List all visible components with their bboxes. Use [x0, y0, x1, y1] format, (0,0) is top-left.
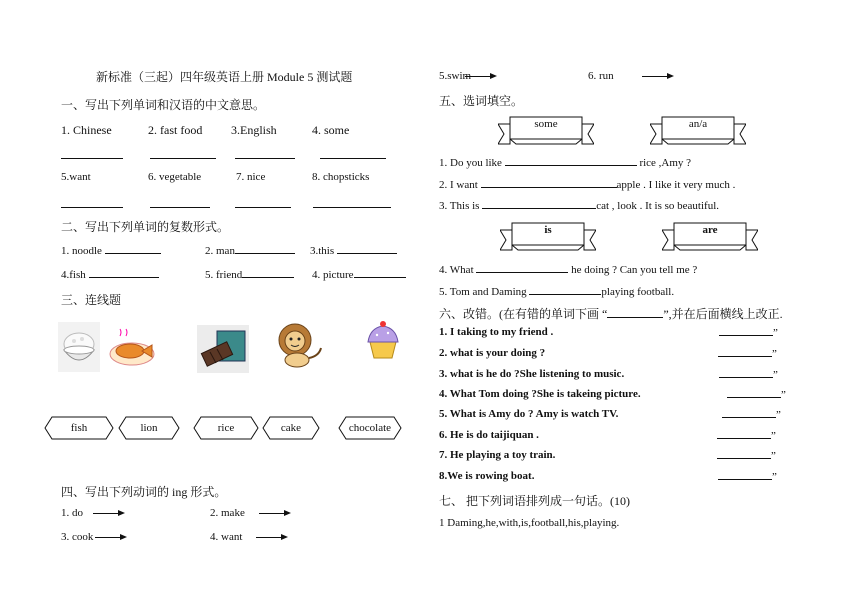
arrow-icon: [259, 509, 291, 517]
s2-word: 4. picture: [312, 269, 354, 281]
s1-word-7: 7. nice: [236, 171, 266, 183]
s4-verb: 1. do: [61, 507, 83, 519]
answer-blank[interactable]: [727, 387, 781, 398]
close-quote: ”: [771, 450, 776, 462]
s6-item-1: 1. I taking to my friend .: [439, 326, 554, 338]
s2-item-4: [61, 267, 159, 281]
s4-verb: 4. want: [210, 531, 243, 543]
s2-item-3: [310, 243, 397, 257]
match-word-label: rice: [217, 422, 235, 434]
s6-answer-8: [718, 469, 777, 483]
s1-word-5: 5.want: [61, 171, 91, 183]
arrow-icon: [95, 533, 127, 541]
answer-blank[interactable]: [718, 469, 772, 480]
lion-cartoon-icon: [275, 322, 325, 368]
section-3-heading: 三、连线题: [61, 293, 122, 307]
section-5-heading: 五、选词填空。: [439, 94, 524, 108]
close-quote: ”: [772, 348, 777, 360]
s2-word: 5. friend: [205, 269, 243, 281]
word-box-an-a: [650, 114, 746, 146]
match-word-rice[interactable]: [193, 416, 259, 440]
close-quote: ”: [773, 369, 778, 381]
s2-item-2: [205, 243, 295, 257]
s6-answer-2: [718, 346, 777, 360]
s1-blank-4[interactable]: [320, 148, 386, 159]
s1-word-6: 6. vegetable: [148, 171, 202, 183]
s2-blank[interactable]: [337, 243, 397, 254]
section-2-heading: 二、写出下列单词的复数形式。: [61, 220, 230, 234]
chocolate-box-icon: [197, 325, 249, 373]
s1-word-2: 2. fast food: [148, 123, 203, 137]
s2-blank[interactable]: [235, 243, 295, 254]
close-quote: ”: [776, 409, 781, 421]
match-word-chocolate[interactable]: [338, 416, 402, 440]
s4-item-5: [439, 70, 497, 82]
s2-item-5: [205, 267, 294, 281]
s1-blank-2[interactable]: [150, 148, 216, 159]
close-quote: ”: [781, 389, 786, 401]
s6-item-8: 8.We is rowing boat.: [439, 470, 535, 482]
s1-blank-6[interactable]: [150, 197, 210, 208]
section-4-heading: 四、写出下列动词的 ing 形式。: [61, 485, 227, 499]
s4-item-4: [210, 531, 288, 543]
arrow-icon: [93, 509, 125, 517]
s2-blank[interactable]: [105, 243, 161, 254]
word-box-label: are: [702, 224, 718, 236]
sentence-end: playing football.: [601, 286, 675, 298]
match-word-label: chocolate: [348, 422, 392, 434]
answer-blank[interactable]: [718, 346, 772, 357]
fill-blank[interactable]: [482, 198, 596, 209]
s4-item-1: [61, 507, 125, 519]
s6-item-6: 6. He is do taijiquan .: [439, 429, 539, 441]
close-quote: ”: [772, 471, 777, 483]
match-word-label: cake: [280, 422, 302, 434]
word-box-label: some: [534, 118, 558, 130]
heading-underline: [607, 307, 663, 318]
section-7-heading: 七、 把下列词语排列成一句话。(10): [439, 494, 630, 508]
sentence-end: he doing ? Can you tell me ?: [568, 264, 698, 276]
s1-blank-8[interactable]: [313, 197, 391, 208]
answer-blank[interactable]: [719, 325, 773, 336]
answer-blank[interactable]: [717, 428, 771, 439]
fill-blank[interactable]: [529, 284, 601, 295]
fill-blank[interactable]: [505, 155, 637, 166]
s7-item-1: 1 Daming,he,with,is,football,his,playing.: [439, 517, 620, 529]
s5-sentence-5: [439, 284, 674, 298]
answer-blank[interactable]: [722, 407, 776, 418]
match-word-label: fish: [70, 422, 88, 434]
s5-sentence-2: [439, 177, 735, 191]
close-quote: ”: [771, 430, 776, 442]
s6-answer-1: [719, 325, 778, 339]
fried-fish-plate-icon: [108, 328, 156, 368]
sentence-end: apple . I like it very much .: [616, 179, 736, 191]
s2-word: 2. man: [205, 245, 235, 257]
s4-verb: 2. make: [210, 507, 245, 519]
arrow-icon: [642, 72, 674, 80]
match-word-label: lion: [140, 422, 158, 434]
s5-sentence-3: [439, 198, 719, 212]
s4-item-2: [210, 507, 291, 519]
fill-blank[interactable]: [481, 177, 617, 188]
arrow-icon: [465, 72, 497, 80]
s2-blank[interactable]: [89, 267, 159, 278]
word-box-are: [662, 220, 758, 252]
s2-word: 1. noodle: [61, 245, 102, 257]
s1-word-1: 1. Chinese: [61, 123, 112, 137]
arrow-icon: [256, 533, 288, 541]
s4-item-3: [61, 531, 127, 543]
sentence-start: 3. This is: [439, 200, 483, 212]
match-word-lion[interactable]: [118, 416, 180, 440]
s1-blank-1[interactable]: [61, 148, 123, 159]
s6-item-4: 4. What Tom doing ?She is takeing picture.: [439, 388, 641, 400]
close-quote: ”: [773, 327, 778, 339]
s6-item-3: 3. what is he do ?She listening to music.: [439, 368, 625, 380]
match-word-fish[interactable]: [44, 416, 114, 440]
s4-verb: 5.swim: [439, 70, 472, 82]
s4-verb: 3. cook: [61, 531, 94, 543]
cupcake-icon: [362, 318, 404, 362]
s6-item-2: 2. what is your doing ?: [439, 347, 546, 359]
sentence-start: 1. Do you like: [439, 157, 505, 169]
s1-word-8: 8. chopsticks: [312, 171, 370, 183]
s2-item-1: [61, 243, 161, 257]
page-title: 新标准（三起）四年级英语上册 Module 5 测试题: [96, 70, 353, 84]
word-box-label: is: [544, 224, 552, 236]
heading-end: ”,并在后面横线上改正.: [663, 307, 783, 321]
s1-word-4: 4. some: [312, 123, 350, 137]
fill-blank[interactable]: [476, 262, 568, 273]
s6-answer-5: [722, 407, 781, 421]
s1-blank-7[interactable]: [235, 197, 291, 208]
s2-blank[interactable]: [242, 267, 294, 278]
s6-item-5: 5. What is Amy do ? Amy is watch TV.: [439, 408, 619, 420]
s4-item-6: [588, 70, 674, 82]
word-box-label: an/a: [688, 118, 708, 130]
s2-item-6: [312, 267, 406, 281]
s2-blank[interactable]: [354, 267, 406, 278]
s6-item-7: 7. He playing a toy train.: [439, 449, 556, 461]
heading-start: 六、改错。(在有错的单词下画 “: [439, 307, 608, 321]
answer-blank[interactable]: [719, 367, 773, 378]
sentence-start: 2. I want: [439, 179, 481, 191]
s2-word: 3.this: [310, 245, 335, 257]
rice-bowl-icon: [58, 322, 100, 372]
s6-answer-4: [727, 387, 786, 401]
s6-answer-6: [717, 428, 776, 442]
s2-word: 4.fish: [61, 269, 86, 281]
word-box-is: [500, 220, 596, 252]
sentence-end: cat , look . It is so beautiful.: [596, 200, 720, 212]
s5-sentence-4: [439, 262, 697, 276]
s4-verb: 6. run: [588, 70, 614, 82]
sentence-end: rice ,Amy ?: [636, 157, 692, 169]
s5-sentence-1: [439, 155, 691, 169]
word-box-some: [498, 114, 594, 146]
match-word-cake[interactable]: [262, 416, 320, 440]
answer-blank[interactable]: [717, 448, 771, 459]
s6-answer-3: [719, 367, 778, 381]
section-6-heading: [439, 305, 783, 322]
s1-blank-5[interactable]: [61, 197, 123, 208]
s6-answer-7: [717, 448, 776, 462]
section-1-heading: 一、写出下列单词和汉语的中文意思。: [61, 98, 266, 112]
sentence-start: 5. Tom and Daming: [439, 286, 530, 298]
s1-blank-3[interactable]: [235, 148, 295, 159]
sentence-start: 4. What: [439, 264, 477, 276]
s1-word-3: 3.English: [231, 123, 277, 137]
